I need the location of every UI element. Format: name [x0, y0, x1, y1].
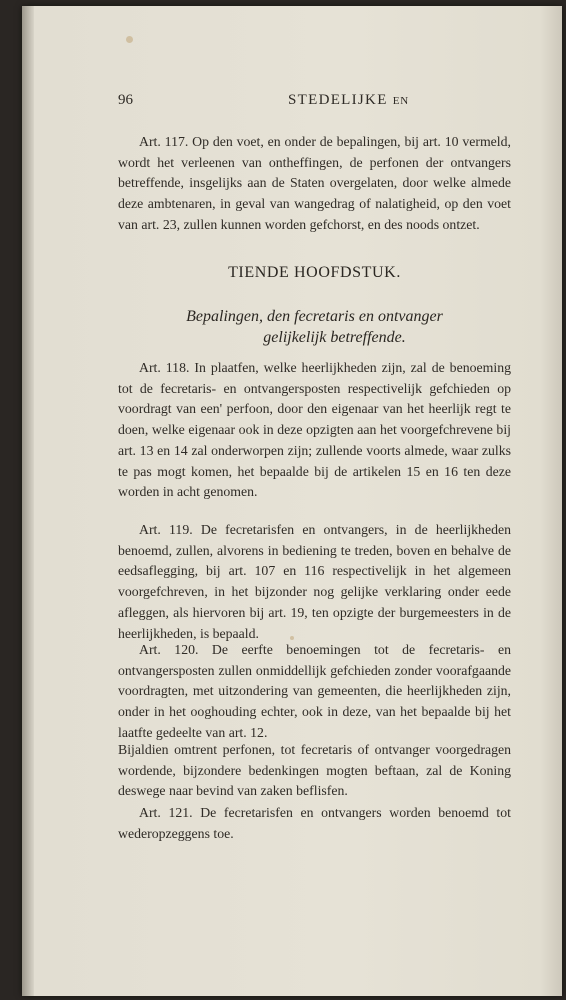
paragraph: Art. 117. Op den voet, en onder de bepalingen, bij art. 10 vermeld, wordt het verleenen van ontheffingen, de perfonen der ontvangers betreffende, insgelijks aan de Staten overgelaten, door welke almede deze ambtenaren, in geval van wangedrag of nalatigheid, op den voet van art. 23, zullen kunnen worden gefchorst, en des noods ontzet.: [118, 134, 511, 232]
article-119: [118, 520, 511, 644]
article-118: [118, 358, 511, 503]
page-header: [118, 92, 511, 114]
subtitle-line: Bepalingen, den fecretaris en ontvanger: [186, 308, 443, 325]
article-120-continued: [118, 740, 511, 802]
paragraph: Bijaldien omtrent perfonen, tot fecretaris of ontvanger voorgedragen wordende, bijzondere bedenkingen mogten beftaan, zal de Koning deswege naar bevind van zaken beflisfen.: [118, 742, 511, 799]
paragraph: Art. 121. De fecretarisfen en ontvangers worden benoemd tot wederopzeggens toe.: [118, 805, 511, 841]
paragraph: Art. 120. De eerfte benoemingen tot de fecretaris- en ontvangersposten zullen onmiddellijk gefchieden zonder voorafgaande voordragten, met uitzondering van gemeenten, die heerlijkheden zijn, onder in het ooghouding echter, ook in deze, van het bepaalde bij het laatfte gedeelte van art. 12.: [118, 642, 511, 740]
paragraph: Art. 118. In plaatfen, welke heerlijkheden zijn, zal de benoeming tot de fecretaris- en ontvangersposten respectivelijk gefchieden op voordragt van een' perfoon, door den eigenaar van het heerlijk regt te doen, welke eigenaar ook in deze opzigten aan het voorgefchrevene bij art. 13 en 14 zal onderworpen zijn; zullende voorts almede, waar zulks te pas mogt komen, het bepaalde bij de artikelen 15 en 16 ten deze worden in acht genomen.: [118, 360, 511, 500]
article-117: [118, 132, 511, 236]
foxing-spot: [126, 36, 133, 43]
article-121: [118, 803, 511, 844]
article-120: [118, 640, 511, 744]
chapter-title: TIENDE HOOFDSTUK.: [228, 264, 401, 281]
running-head: STEDELIJKE EN: [288, 92, 409, 108]
page-spine-shadow: [22, 6, 34, 996]
paragraph: Art. 119. De fecretarisfen en ontvangers, in de heerlijkheden benoemd, zullen, alvorens in bediening te treden, boven en behalve de eedsaflegging, bij art. 107 en 116 respectivelijk in het algemeen voorgefchreven, in het bijzonder nog gelijke verklaring onder eede afleggen, als hiervoren bij art. 19, ten opzigte der burgemeesters in de heerlijkheden, is bepaald.: [118, 522, 511, 641]
page-number: 96: [118, 92, 133, 108]
book-page: [22, 6, 562, 996]
chapter-subtitle: [118, 306, 511, 348]
subtitle-line: gelijkelijk betreffende.: [263, 329, 406, 346]
